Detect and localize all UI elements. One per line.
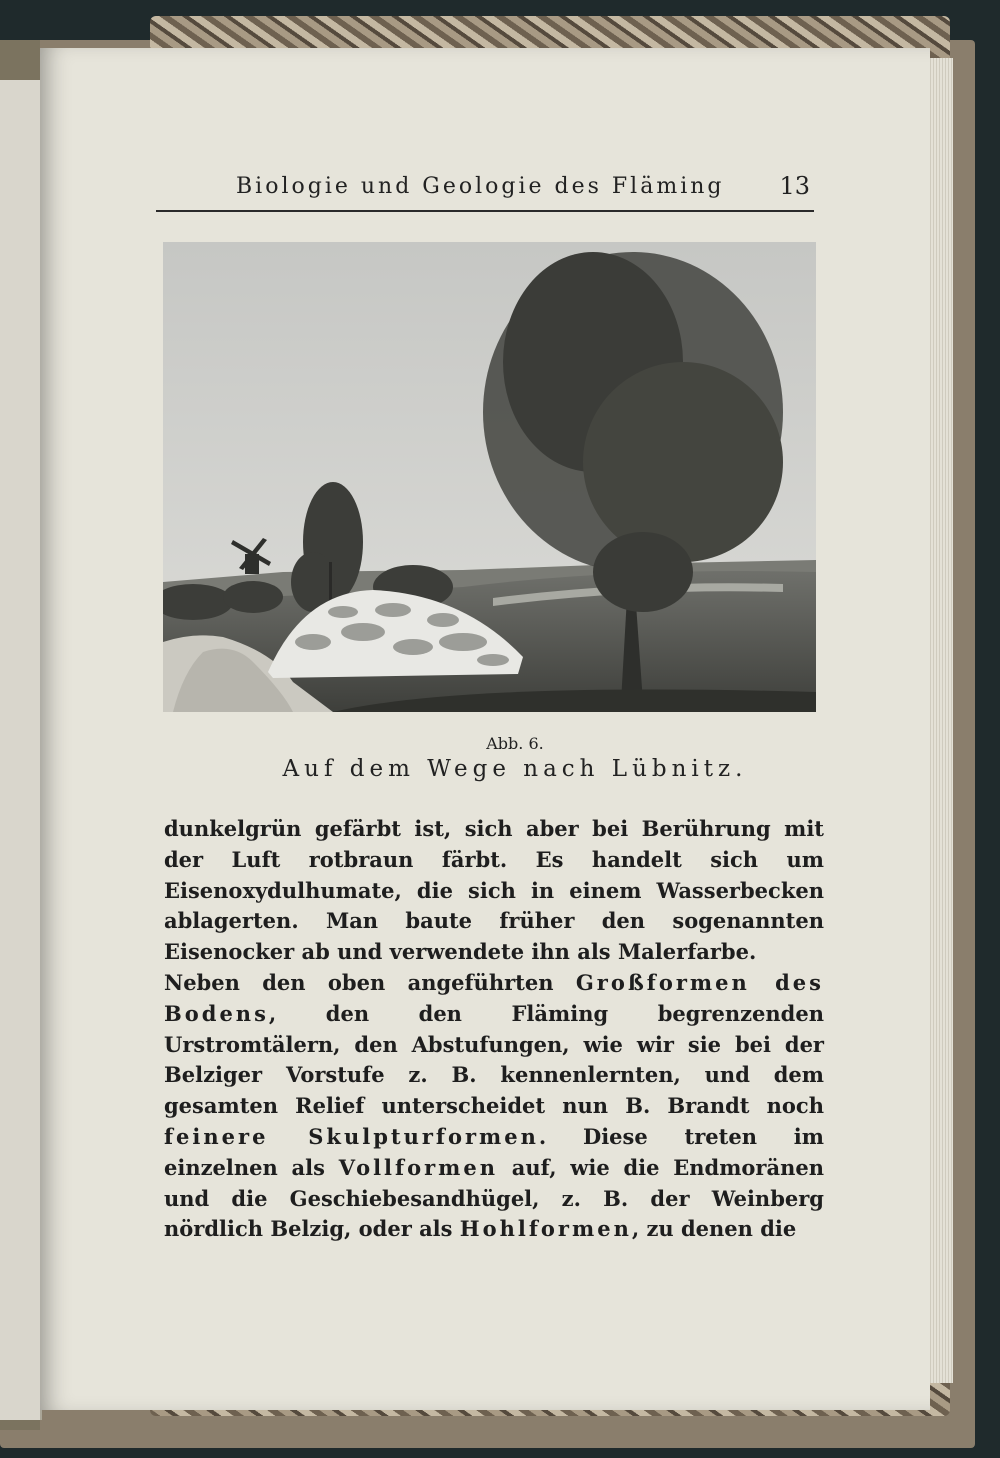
spaced-term: Großformen des Bodens	[164, 969, 824, 1026]
text-segment: Neben den oben angeführten	[164, 969, 576, 995]
text-segment: . Diese treten im einzelnen als	[164, 1123, 824, 1180]
paragraph	[164, 968, 824, 1245]
text-segment: dunkelgrün gefärbt ist, sich aber bei Berührung mit der Luft rotbraun färbt. Es handelt sich um Eisenoxydulhumate, die sich in einem Wasserbecken ablagerten. Man baute früher den sogenannten Eisenocker ab und verwendete ihn als Malerfarbe.	[164, 816, 824, 965]
landscape-photo	[163, 242, 816, 712]
text-segment: auf, wie die Endmoränen und die Geschiebesandhügel, z. B. der Weinberg nördlich Belzig, oder als	[164, 1154, 824, 1242]
spaced-term: Hohlformen	[459, 1216, 632, 1242]
figure-label: Abb. 6.	[486, 734, 544, 753]
text-segment: , zu denen die	[631, 1216, 797, 1242]
figure-caption: Auf dem Wege nach Lübnitz.	[282, 756, 748, 782]
spaced-term: Vollformen	[338, 1154, 498, 1180]
body-text	[164, 814, 824, 1245]
spaced-term: feinere Skulpturformen	[164, 1123, 539, 1149]
running-head: Biologie und Geologie des Fläming	[236, 174, 725, 199]
paragraph	[164, 814, 824, 968]
page-number: 13	[779, 172, 810, 200]
page-header	[156, 170, 814, 212]
text-segment: , den den Fläming begrenzenden Urstromtälern, den Abstufungen, wie wir sie bei der Belziger Vorstufe z. B. kennenlernten, und dem gesamten Relief unterscheidet nun B. Brandt noch	[164, 1000, 824, 1119]
